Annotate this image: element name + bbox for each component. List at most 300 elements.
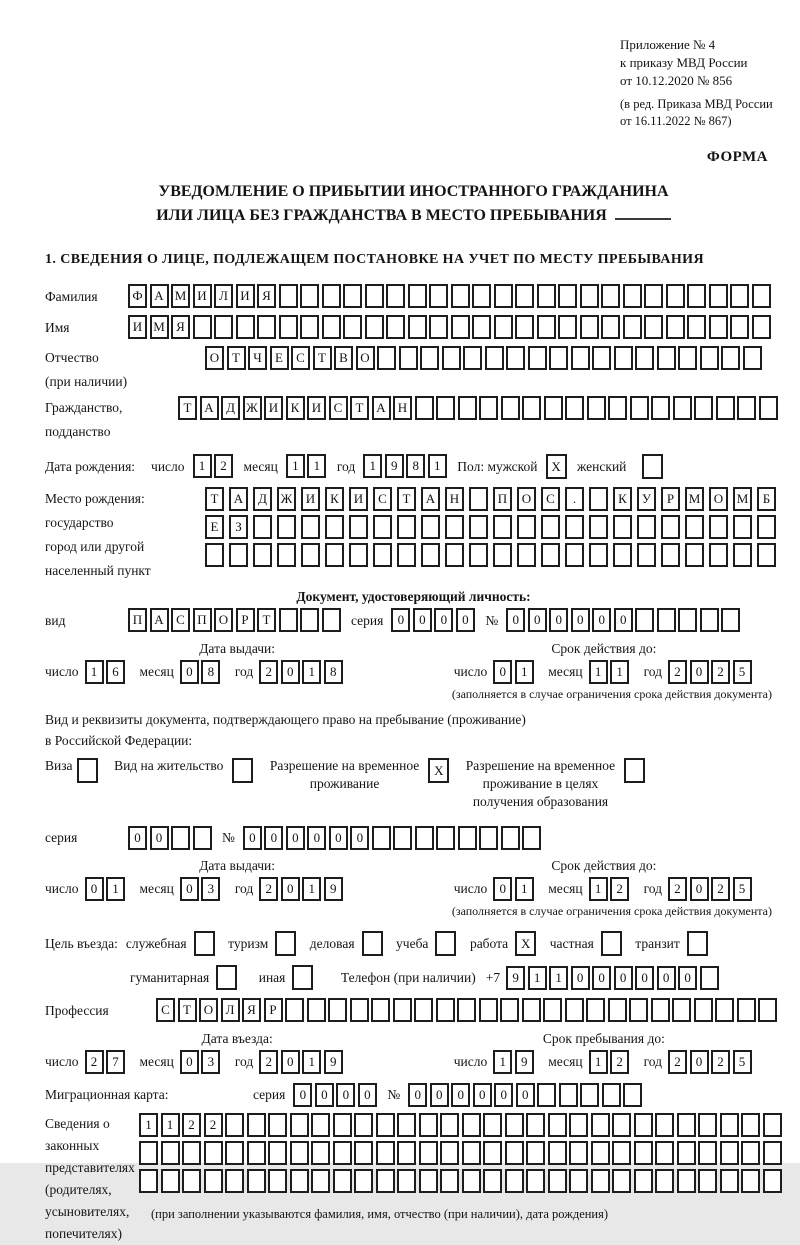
char-box[interactable] [515, 315, 534, 339]
char-box[interactable]: 1 [193, 454, 212, 478]
char-box[interactable]: 2 [610, 877, 629, 901]
char-box[interactable] [354, 1141, 373, 1165]
checkbox[interactable] [216, 965, 237, 990]
char-box[interactable] [548, 1169, 567, 1193]
char-box[interactable]: Ч [248, 346, 267, 370]
char-box[interactable] [322, 315, 341, 339]
char-box[interactable] [763, 1113, 782, 1137]
char-box[interactable] [678, 346, 697, 370]
char-box[interactable] [236, 315, 255, 339]
char-box[interactable]: 0 [528, 608, 547, 632]
char-box[interactable] [325, 515, 344, 539]
char-box[interactable]: 0 [451, 1083, 470, 1107]
char-box[interactable]: 0 [180, 660, 199, 684]
char-box[interactable] [469, 543, 488, 567]
char-box[interactable] [442, 346, 461, 370]
char-box[interactable] [328, 998, 347, 1022]
char-box[interactable] [397, 1113, 416, 1137]
char-box[interactable] [569, 1169, 588, 1193]
char-box[interactable] [397, 1141, 416, 1165]
char-box[interactable] [479, 998, 498, 1022]
char-box[interactable] [268, 1169, 287, 1193]
char-box[interactable]: И [301, 487, 320, 511]
char-box[interactable]: Н [445, 487, 464, 511]
char-box[interactable]: П [128, 608, 147, 632]
char-box[interactable] [700, 966, 719, 990]
char-box[interactable]: 5 [733, 660, 752, 684]
char-box[interactable] [501, 396, 520, 420]
char-box[interactable]: 0 [180, 877, 199, 901]
char-box[interactable] [687, 315, 706, 339]
char-box[interactable]: М [733, 487, 752, 511]
char-box[interactable] [445, 515, 464, 539]
char-box[interactable]: 1 [589, 1050, 608, 1074]
char-box[interactable]: С [329, 396, 348, 420]
char-box[interactable] [544, 396, 563, 420]
char-box[interactable]: Ж [277, 487, 296, 511]
char-box[interactable]: 0 [690, 660, 709, 684]
char-box[interactable] [463, 346, 482, 370]
char-box[interactable] [436, 826, 455, 850]
checkbox[interactable] [642, 454, 663, 479]
char-box[interactable] [139, 1169, 158, 1193]
char-box[interactable]: А [200, 396, 219, 420]
char-box[interactable] [741, 1141, 760, 1165]
char-box[interactable] [205, 543, 224, 567]
char-box[interactable]: 0 [493, 660, 512, 684]
char-box[interactable]: С [291, 346, 310, 370]
char-box[interactable] [613, 543, 632, 567]
char-box[interactable] [526, 1169, 545, 1193]
char-box[interactable] [591, 1113, 610, 1137]
char-box[interactable] [730, 315, 749, 339]
char-box[interactable] [279, 284, 298, 308]
char-box[interactable] [589, 515, 608, 539]
char-box[interactable] [608, 396, 627, 420]
char-box[interactable] [716, 396, 735, 420]
char-box[interactable]: 2 [711, 1050, 730, 1074]
char-box[interactable] [569, 1113, 588, 1137]
char-box[interactable] [397, 1169, 416, 1193]
char-box[interactable]: 0 [434, 608, 453, 632]
char-box[interactable] [350, 998, 369, 1022]
char-box[interactable]: 0 [307, 826, 326, 850]
char-box[interactable] [685, 543, 704, 567]
char-box[interactable]: М [171, 284, 190, 308]
char-box[interactable]: 0 [614, 966, 633, 990]
char-box[interactable]: 2 [668, 1050, 687, 1074]
char-box[interactable]: 0 [281, 660, 300, 684]
char-box[interactable]: И [349, 487, 368, 511]
char-box[interactable] [661, 543, 680, 567]
char-box[interactable] [300, 284, 319, 308]
checkbox[interactable] [77, 758, 98, 783]
char-box[interactable] [651, 396, 670, 420]
char-box[interactable] [225, 1141, 244, 1165]
char-box[interactable] [629, 998, 648, 1022]
char-box[interactable] [421, 515, 440, 539]
char-box[interactable]: Б [757, 487, 776, 511]
char-box[interactable] [644, 315, 663, 339]
char-box[interactable] [720, 1141, 739, 1165]
char-box[interactable]: О [214, 608, 233, 632]
char-box[interactable] [349, 543, 368, 567]
char-box[interactable]: 0 [592, 966, 611, 990]
char-box[interactable]: А [421, 487, 440, 511]
char-box[interactable] [371, 998, 390, 1022]
char-box[interactable] [759, 396, 778, 420]
char-box[interactable] [193, 315, 212, 339]
char-box[interactable]: И [193, 284, 212, 308]
char-box[interactable] [541, 543, 560, 567]
char-box[interactable] [612, 1169, 631, 1193]
char-box[interactable] [763, 1141, 782, 1165]
char-box[interactable] [687, 284, 706, 308]
char-box[interactable]: 1 [589, 877, 608, 901]
char-box[interactable]: 0 [336, 1083, 355, 1107]
char-box[interactable]: 1 [493, 1050, 512, 1074]
char-box[interactable]: М [685, 487, 704, 511]
char-box[interactable]: Т [397, 487, 416, 511]
char-box[interactable]: Ф [128, 284, 147, 308]
char-box[interactable]: 0 [635, 966, 654, 990]
char-box[interactable]: 3 [201, 877, 220, 901]
char-box[interactable] [565, 998, 584, 1022]
char-box[interactable]: А [372, 396, 391, 420]
char-box[interactable]: 0 [413, 608, 432, 632]
char-box[interactable] [612, 1141, 631, 1165]
char-box[interactable]: 0 [571, 966, 590, 990]
char-box[interactable]: 8 [324, 660, 343, 684]
char-box[interactable] [253, 543, 272, 567]
char-box[interactable] [677, 1113, 696, 1137]
char-box[interactable] [204, 1141, 223, 1165]
char-box[interactable] [247, 1169, 266, 1193]
char-box[interactable] [193, 826, 212, 850]
char-box[interactable] [737, 396, 756, 420]
char-box[interactable] [247, 1141, 266, 1165]
char-box[interactable]: 1 [515, 660, 534, 684]
char-box[interactable]: 0 [391, 608, 410, 632]
char-box[interactable] [591, 1169, 610, 1193]
char-box[interactable] [505, 1169, 524, 1193]
char-box[interactable] [589, 543, 608, 567]
checkbox[interactable] [292, 965, 313, 990]
char-box[interactable]: Т [257, 608, 276, 632]
char-box[interactable]: 0 [430, 1083, 449, 1107]
char-box[interactable]: 1 [428, 454, 447, 478]
char-box[interactable] [602, 1083, 621, 1107]
char-box[interactable] [322, 608, 341, 632]
char-box[interactable] [709, 515, 728, 539]
char-box[interactable]: 9 [385, 454, 404, 478]
char-box[interactable] [741, 1169, 760, 1193]
char-box[interactable]: К [325, 487, 344, 511]
char-box[interactable] [644, 284, 663, 308]
char-box[interactable] [333, 1141, 352, 1165]
char-box[interactable]: О [205, 346, 224, 370]
char-box[interactable] [549, 346, 568, 370]
char-box[interactable]: 0 [350, 826, 369, 850]
char-box[interactable] [485, 346, 504, 370]
char-box[interactable]: 2 [204, 1113, 223, 1137]
char-box[interactable] [733, 515, 752, 539]
char-box[interactable] [300, 315, 319, 339]
checkbox[interactable] [435, 931, 456, 956]
char-box[interactable] [528, 346, 547, 370]
char-box[interactable] [548, 1113, 567, 1137]
char-box[interactable] [408, 315, 427, 339]
char-box[interactable]: 0 [150, 826, 169, 850]
char-box[interactable]: 0 [293, 1083, 312, 1107]
char-box[interactable]: О [199, 998, 218, 1022]
char-box[interactable]: Т [178, 998, 197, 1022]
char-box[interactable]: 0 [456, 608, 475, 632]
char-box[interactable]: 5 [733, 877, 752, 901]
char-box[interactable]: 0 [85, 877, 104, 901]
char-box[interactable]: А [150, 608, 169, 632]
char-box[interactable] [580, 315, 599, 339]
char-box[interactable] [386, 315, 405, 339]
char-box[interactable] [505, 1113, 524, 1137]
char-box[interactable] [440, 1141, 459, 1165]
char-box[interactable] [182, 1141, 201, 1165]
char-box[interactable]: 0 [128, 826, 147, 850]
char-box[interactable]: Ж [243, 396, 262, 420]
char-box[interactable] [225, 1169, 244, 1193]
char-box[interactable] [290, 1141, 309, 1165]
char-box[interactable]: 1 [302, 877, 321, 901]
char-box[interactable] [161, 1141, 180, 1165]
char-box[interactable] [483, 1169, 502, 1193]
char-box[interactable] [655, 1169, 674, 1193]
char-box[interactable] [565, 396, 584, 420]
char-box[interactable]: И [307, 396, 326, 420]
checkbox[interactable] [624, 758, 645, 783]
char-box[interactable] [587, 396, 606, 420]
char-box[interactable] [537, 1083, 556, 1107]
char-box[interactable] [548, 1141, 567, 1165]
checkbox[interactable] [232, 758, 253, 783]
char-box[interactable] [709, 284, 728, 308]
char-box[interactable] [429, 284, 448, 308]
char-box[interactable]: О [709, 487, 728, 511]
char-box[interactable] [458, 396, 477, 420]
char-box[interactable]: Т [205, 487, 224, 511]
char-box[interactable]: 1 [85, 660, 104, 684]
char-box[interactable] [419, 1169, 438, 1193]
char-box[interactable] [677, 1169, 696, 1193]
char-box[interactable] [672, 998, 691, 1022]
char-box[interactable] [580, 1083, 599, 1107]
char-box[interactable] [493, 515, 512, 539]
char-box[interactable] [311, 1113, 330, 1137]
char-box[interactable] [451, 315, 470, 339]
char-box[interactable]: Р [264, 998, 283, 1022]
char-box[interactable]: 1 [307, 454, 326, 478]
char-box[interactable] [229, 543, 248, 567]
char-box[interactable] [720, 1113, 739, 1137]
char-box[interactable]: И [128, 315, 147, 339]
char-box[interactable] [721, 346, 740, 370]
char-box[interactable] [415, 826, 434, 850]
char-box[interactable] [752, 315, 771, 339]
char-box[interactable] [506, 346, 525, 370]
char-box[interactable]: 0 [358, 1083, 377, 1107]
char-box[interactable]: Я [242, 998, 261, 1022]
char-box[interactable] [343, 284, 362, 308]
char-box[interactable] [436, 998, 455, 1022]
char-box[interactable] [666, 284, 685, 308]
char-box[interactable]: 0 [549, 608, 568, 632]
char-box[interactable]: 0 [571, 608, 590, 632]
char-box[interactable] [757, 543, 776, 567]
char-box[interactable] [589, 487, 608, 511]
char-box[interactable] [543, 998, 562, 1022]
char-box[interactable] [637, 543, 656, 567]
char-box[interactable]: Т [227, 346, 246, 370]
char-box[interactable]: 9 [324, 1050, 343, 1074]
char-box[interactable] [601, 284, 620, 308]
char-box[interactable] [279, 315, 298, 339]
char-box[interactable] [419, 1141, 438, 1165]
char-box[interactable] [322, 284, 341, 308]
char-box[interactable]: 0 [592, 608, 611, 632]
char-box[interactable]: Л [214, 284, 233, 308]
char-box[interactable]: 0 [657, 966, 676, 990]
char-box[interactable] [311, 1169, 330, 1193]
char-box[interactable] [462, 1169, 481, 1193]
char-box[interactable]: 0 [329, 826, 348, 850]
char-box[interactable]: А [229, 487, 248, 511]
char-box[interactable]: 2 [610, 1050, 629, 1074]
char-box[interactable]: 0 [494, 1083, 513, 1107]
char-box[interactable] [415, 396, 434, 420]
char-box[interactable] [709, 543, 728, 567]
char-box[interactable] [565, 543, 584, 567]
char-box[interactable] [436, 396, 455, 420]
char-box[interactable] [420, 346, 439, 370]
char-box[interactable]: 1 [610, 660, 629, 684]
char-box[interactable] [634, 1113, 653, 1137]
char-box[interactable] [623, 284, 642, 308]
char-box[interactable] [257, 315, 276, 339]
char-box[interactable] [526, 1141, 545, 1165]
char-box[interactable]: 2 [711, 877, 730, 901]
char-box[interactable] [247, 1113, 266, 1137]
char-box[interactable] [349, 515, 368, 539]
char-box[interactable]: Д [221, 396, 240, 420]
char-box[interactable] [580, 284, 599, 308]
char-box[interactable] [558, 284, 577, 308]
char-box[interactable]: 2 [668, 660, 687, 684]
char-box[interactable]: 9 [515, 1050, 534, 1074]
char-box[interactable] [698, 1169, 717, 1193]
char-box[interactable]: Т [313, 346, 332, 370]
char-box[interactable]: 2 [214, 454, 233, 478]
char-box[interactable] [630, 396, 649, 420]
char-box[interactable] [408, 284, 427, 308]
char-box[interactable] [354, 1113, 373, 1137]
char-box[interactable] [469, 487, 488, 511]
char-box[interactable] [372, 826, 391, 850]
char-box[interactable] [377, 346, 396, 370]
char-box[interactable]: 2 [85, 1050, 104, 1074]
char-box[interactable]: 2 [668, 877, 687, 901]
char-box[interactable] [569, 1141, 588, 1165]
char-box[interactable]: Д [253, 487, 272, 511]
char-box[interactable]: З [229, 515, 248, 539]
char-box[interactable]: 9 [506, 966, 525, 990]
char-box[interactable]: Я [257, 284, 276, 308]
char-box[interactable]: А [150, 284, 169, 308]
checkbox[interactable] [687, 931, 708, 956]
char-box[interactable] [204, 1169, 223, 1193]
char-box[interactable] [483, 1113, 502, 1137]
char-box[interactable]: 0 [180, 1050, 199, 1074]
char-box[interactable] [253, 515, 272, 539]
char-box[interactable] [613, 515, 632, 539]
char-box[interactable]: С [373, 487, 392, 511]
char-box[interactable] [333, 1113, 352, 1137]
char-box[interactable]: Е [270, 346, 289, 370]
char-box[interactable]: 1 [286, 454, 305, 478]
char-box[interactable] [623, 315, 642, 339]
char-box[interactable] [277, 515, 296, 539]
char-box[interactable] [721, 608, 740, 632]
char-box[interactable] [634, 1141, 653, 1165]
char-box[interactable] [365, 284, 384, 308]
char-box[interactable] [700, 346, 719, 370]
char-box[interactable] [365, 315, 384, 339]
char-box[interactable] [307, 998, 326, 1022]
char-box[interactable] [479, 826, 498, 850]
char-box[interactable]: 1 [302, 660, 321, 684]
char-box[interactable] [277, 543, 296, 567]
char-box[interactable] [300, 608, 319, 632]
char-box[interactable]: 8 [201, 660, 220, 684]
char-box[interactable] [171, 826, 190, 850]
char-box[interactable] [397, 515, 416, 539]
char-box[interactable]: 0 [690, 877, 709, 901]
checkbox[interactable]: X [546, 454, 567, 479]
char-box[interactable] [522, 396, 541, 420]
char-box[interactable] [376, 1169, 395, 1193]
char-box[interactable] [541, 515, 560, 539]
char-box[interactable] [479, 396, 498, 420]
char-box[interactable] [591, 1141, 610, 1165]
char-box[interactable] [743, 346, 762, 370]
char-box[interactable] [757, 515, 776, 539]
char-box[interactable] [421, 543, 440, 567]
char-box[interactable]: О [517, 487, 536, 511]
char-box[interactable]: О [356, 346, 375, 370]
char-box[interactable] [565, 515, 584, 539]
char-box[interactable] [698, 1113, 717, 1137]
char-box[interactable] [673, 396, 692, 420]
char-box[interactable] [612, 1113, 631, 1137]
char-box[interactable] [373, 515, 392, 539]
char-box[interactable]: 0 [690, 1050, 709, 1074]
char-box[interactable] [333, 1169, 352, 1193]
char-box[interactable]: С [171, 608, 190, 632]
char-box[interactable] [637, 515, 656, 539]
char-box[interactable] [623, 1083, 642, 1107]
char-box[interactable] [429, 315, 448, 339]
char-box[interactable]: 7 [106, 1050, 125, 1074]
char-box[interactable]: 1 [106, 877, 125, 901]
char-box[interactable]: 0 [315, 1083, 334, 1107]
